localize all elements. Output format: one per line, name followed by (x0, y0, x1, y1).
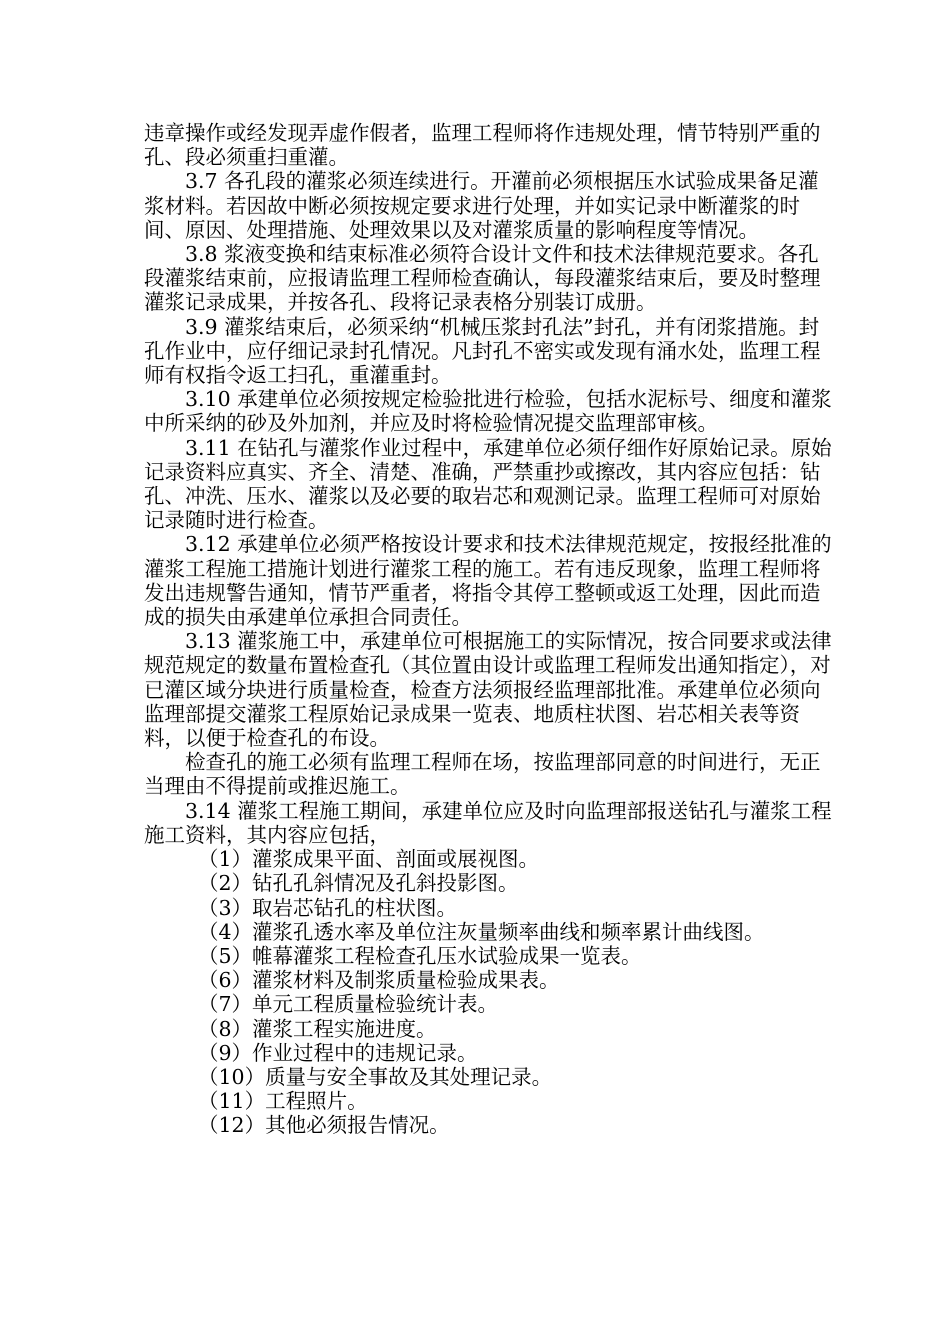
list-item: （2）钻孔孔斜情况及孔斜投影图。 (198, 871, 519, 896)
paragraph: 3.10 承建单位必须按规定检验批进行检验，包括水泥标号、细度和灌浆中所采纳的砂及外加剂，并应及时将检验情况提交监理部审核。 (144, 387, 832, 436)
list-item: （12）其他必须报告情况。 (198, 1113, 450, 1138)
paragraph: 3.9 灌浆结束后，必须采纳“机械压浆封孔法”封孔，并有闭浆措施。封孔作业中，应仔细记录封孔情况。凡封孔不密实或发现有涌水处，监理工程师有权指令返工扫孔，重灌重封。 (144, 314, 821, 388)
paragraph: 3.8 浆液变换和结束标准必须符合设计文件和技术法律规范要求。各孔段灌浆结束前，应报请监理工程师检查确认，每段灌浆结束后，要及时整理灌浆记录成果，并按各孔、段将记录表格分别装订成册。 (144, 242, 821, 315)
document-page (144, 121, 832, 1138)
paragraph: 3.7 各孔段的灌浆必须连续进行。开灌前必须根据压水试验成果备足灌浆材料。若因故中断必须按规定要求进行处理，并如实记录中断灌浆的时间、原因、处理措施、处理效果以及对灌浆质量的影响程度等情况。 (144, 169, 819, 242)
paragraph: 3.11 在钻孔与灌浆作业过程中，承建单位必须仔细作好原始记录。原始记录资料应真实、齐全、清楚、准确，严禁重抄或擦改，其内容应包括：钻孔、冲洗、压水、灌浆以及必要的取岩芯和观测记录。监理工程师可对原始记录随时进行检查。 (144, 435, 832, 533)
list-item: （8）灌浆工程实施进度。 (198, 1016, 437, 1041)
list-item: （1）灌浆成果平面、剖面或展视图。 (198, 847, 540, 872)
paragraph: 3.14 灌浆工程施工期间，承建单位应及时向监理部报送钻孔与灌浆工程施工资料，其内容应包括， (144, 798, 832, 847)
paragraph: 违章操作或经发现弄虚作假者，监理工程师将作违规处理，情节特别严重的孔、段必须重扫重灌。 (144, 121, 821, 170)
list-item: （9）作业过程中的违规记录。 (198, 1040, 478, 1065)
paragraph-group (144, 121, 832, 847)
report-items-list (144, 847, 832, 1137)
list-item: （7）单元工程质量检验统计表。 (198, 992, 499, 1017)
list-item: （10）质量与安全事故及其处理记录。 (198, 1064, 553, 1089)
paragraph: 3.12 承建单位必须严格按设计要求和技术法律规范规定，按报经批准的灌浆工程施工措施计划进行灌浆工程的施工。若有违反现象，监理工程师将发出违规警告通知，情节严重者，将指令其停工整顿或返工处理，因此而造成的损失由承建单位承担合同责任。 (144, 532, 832, 630)
list-item: （6）灌浆材料及制浆质量检验成果表。 (198, 968, 560, 993)
paragraph: 检查孔的施工必须有监理工程师在场，按监理部同意的时间进行，无正当理由不得提前或推迟施工。 (144, 750, 821, 799)
list-item: （5）帷幕灌浆工程检查孔压水试验成果一览表。 (198, 943, 642, 968)
list-item: （3）取岩芯钻孔的柱状图。 (198, 895, 458, 920)
list-item: （4）灌浆孔透水率及单位注灰量频率曲线和频率累计曲线图。 (198, 919, 765, 944)
paragraph: 3.13 灌浆施工中，承建单位可根据施工的实际情况，按合同要求或法律规范规定的数量布置检查孔（其位置由设计或监理工程师发出通知指定），对已灌区域分块进行质量检查，检查方法须报经监理部批准。承建单位必须向监理部提交灌浆工程原始记录成果一览表、地质柱状图、岩芯相关表等资料，以便于检查孔的布设。 (144, 629, 832, 751)
list-item: （11）工程照片。 (198, 1089, 368, 1114)
